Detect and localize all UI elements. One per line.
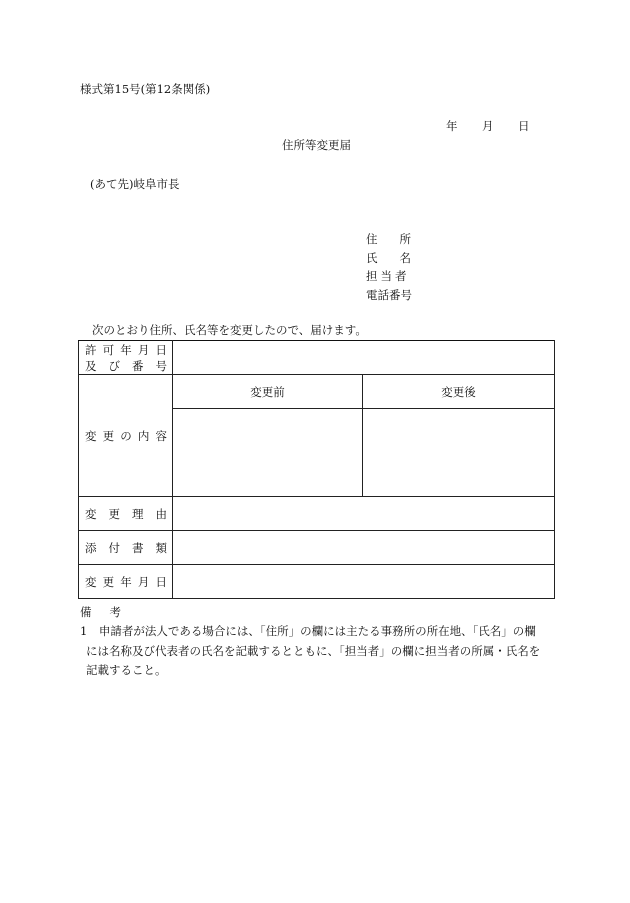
change-content-label-cell — [79, 375, 173, 497]
row-attachments — [79, 531, 555, 565]
note-line-3: 記載すること。 — [86, 663, 167, 677]
applicant-address-label: 住所 — [366, 232, 433, 246]
date-day-label: 日 — [518, 119, 530, 133]
permit-label-cell — [79, 341, 173, 375]
change-content-label: 変 更 の 内 容 — [85, 428, 167, 443]
date-year-label: 年 — [446, 119, 458, 133]
change-date-value-cell[interactable] — [173, 565, 555, 599]
reason-label: 変 更 理 由 — [85, 506, 167, 521]
date-month-label: 月 — [482, 119, 494, 133]
note-line-2: には名称及び代表者の氏名を記載するとともに、「担当者」の欄に担当者の所属・氏名を — [86, 644, 541, 658]
row-permit — [79, 341, 555, 375]
notes-title: 備考 — [80, 605, 139, 619]
change-date-label-cell — [79, 565, 173, 599]
form-table — [78, 340, 555, 599]
applicant-person-label: 担当者 — [366, 269, 410, 283]
attachments-label: 添 付 書 類 — [85, 540, 167, 555]
reason-value-cell[interactable] — [173, 497, 555, 531]
before-value-cell[interactable] — [173, 409, 363, 497]
permit-value-cell[interactable] — [173, 341, 555, 375]
attachments-label-cell — [79, 531, 173, 565]
row-reason — [79, 497, 555, 531]
applicant-phone-label: 電話番号 — [366, 288, 412, 302]
permit-label-line2: 及 び 番 号 — [85, 358, 167, 373]
row-change-headers — [79, 375, 555, 409]
change-date-label: 変 更 年 月 日 — [85, 574, 167, 589]
after-value-cell[interactable] — [363, 409, 555, 497]
statement: 次のとおり住所、氏名等を変更したので、届けます。 — [92, 323, 367, 337]
applicant-name-label: 氏名 — [366, 251, 433, 265]
date-line — [446, 118, 530, 134]
row-change-date — [79, 565, 555, 599]
reason-label-cell — [79, 497, 173, 531]
form-number: 様式第15号(第12条関係) — [80, 82, 211, 96]
before-header: 変更前 — [173, 375, 363, 409]
addressee: (あて先)岐阜市長 — [90, 177, 180, 191]
note-line-1: 1 申請者が法人である場合には、「住所」の欄には主たる事務所の所在地、「氏名」の欄 — [80, 624, 536, 638]
after-header: 変更後 — [363, 375, 555, 409]
document-title: 住所等変更届 — [282, 138, 351, 152]
permit-label-line1: 許 可 年 月 日 — [85, 342, 167, 357]
attachments-value-cell[interactable] — [173, 531, 555, 565]
